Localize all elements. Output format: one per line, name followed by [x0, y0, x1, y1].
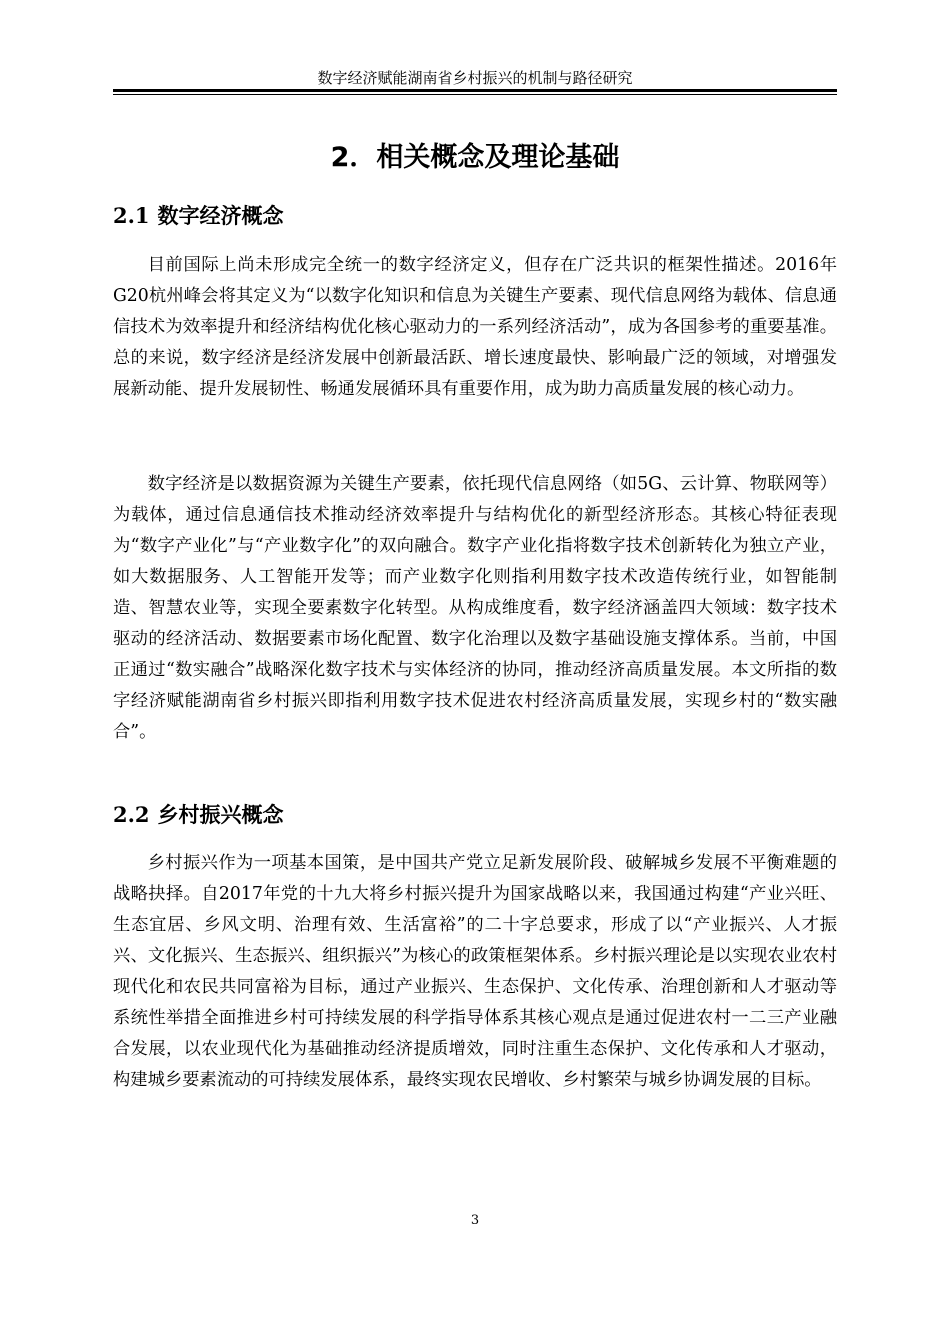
chapter-title: 2．相关概念及理论基础: [330, 142, 620, 173]
paragraph: 乡村振兴作为一项基本国策，是中国共产党立足新发展阶段、破解城乡发展不平衡难题的战略抉择。自2017年党的十九大将乡村振兴提升为国家战略以来，我国通过构建“产业兴旺、生态宜居、乡风文明、治理有效、生活富裕”的二十字总要求，形成了以“产业振兴、人才振兴、文化振兴、生态振兴、组织振兴”为核心的政策框架体系。乡村振兴理论是以实现农业农村现代化和农民共同富裕为目标，通过产业振兴、生态保护、文化传承、治理创新和人才驱动等系统性举措全面推进乡村可持续发展的科学指导体系其核心观点是通过促进农村一二三产业融合发展，以农业现代化为基础推动经济提质增效，同时注重生态保护、文化传承和人才驱动，构建城乡要素流动的可持续发展体系，最终实现农民增收、乡村繁荣与城乡协调发展的目标。: [113, 853, 837, 1090]
section-heading-2-1: [113, 201, 837, 231]
header-rule-thin: [113, 94, 837, 95]
paragraph: 目前国际上尚未形成完全统一的数字经济定义，但存在广泛共识的框架性描述。2016年G20杭州峰会将其定义为“以数字化知识和信息为关键生产要素、现代信息网络为载体、信息通信技术为效率提升和经济结构优化核心驱动力的一系列经济活动”，成为各国参考的重要基准。总的来说，数字经济是经济发展中创新最活跃、增长速度最快、影响最广泛的领域，对增强发展新动能、提升发展韧性、畅通发展循环具有重要作用，成为助力高质量发展的核心动力。: [113, 255, 837, 399]
running-header: 数字经济赋能湖南省乡村振兴的机制与路径研究: [317, 69, 633, 87]
paragraph: 数字经济是以数据资源为关键生产要素，依托现代信息网络（如5G、云计算、物联网等）为载体，通过信息通信技术推动经济效率提升与结构优化的新型经济形态。其核心特征表现为“数字产业化”与“产业数字化”的双向融合。数字产业化指将数字技术创新转化为独立产业，如大数据服务、人工智能开发等；而产业数字化则指利用数字技术改造传统行业，如智能制造、智慧农业等，实现全要素数字化转型。从构成维度看，数字经济涵盖四大领域：数字技术驱动的经济活动、数据要素市场化配置、数字化治理以及数字基础设施支撑体系。当前，中国正通过“数实融合”战略深化数字技术与实体经济的协同，推动经济高质量发展。本文所指的数字经济赋能湖南省乡村振兴即指利用数字技术促进农村经济高质量发展，实现乡村的“数实融合”。: [113, 474, 837, 742]
section-title: 乡村振兴概念: [157, 803, 284, 827]
header-rule-thick: [113, 89, 837, 92]
section-title: 数字经济概念: [157, 204, 284, 228]
section-heading-2-2: [113, 800, 837, 830]
section-number: 2.2: [113, 802, 150, 827]
section-number: 2.1: [113, 203, 150, 228]
page-number: 3: [470, 1213, 480, 1228]
